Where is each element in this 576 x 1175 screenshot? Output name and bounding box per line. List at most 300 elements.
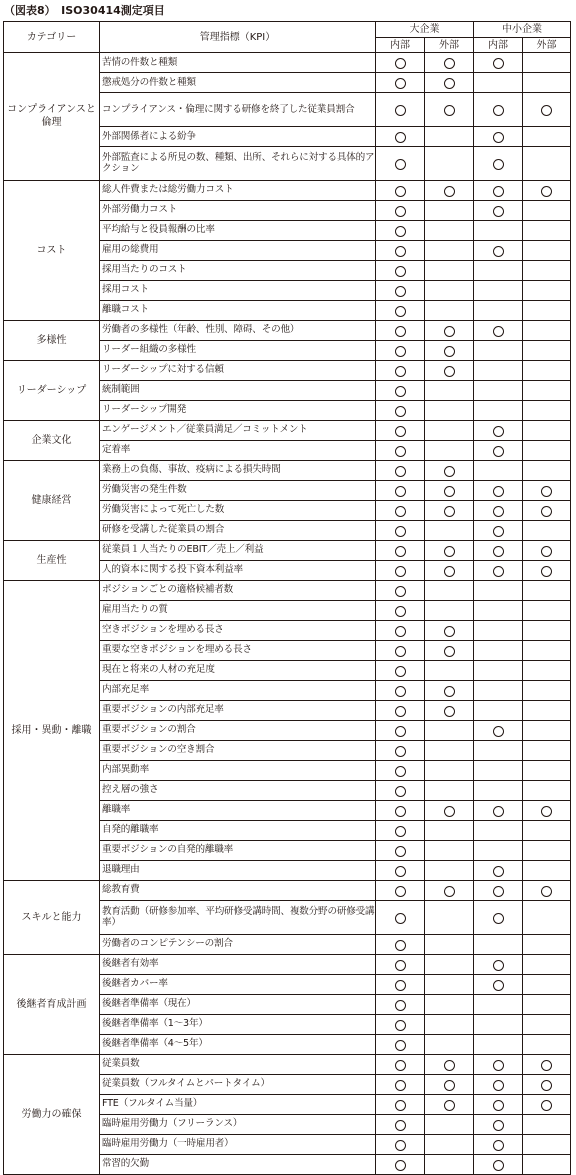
mark-cell-sme-internal bbox=[474, 860, 523, 880]
mark-cell-large-internal bbox=[376, 146, 425, 180]
kpi-cell: 臨時雇用労働力（一時雇用者） bbox=[100, 1134, 376, 1154]
circle-mark-icon bbox=[395, 846, 406, 857]
mark-cell-sme-external bbox=[523, 660, 571, 680]
mark-cell-large-internal bbox=[376, 740, 425, 760]
mark-cell-sme-internal bbox=[474, 1014, 523, 1034]
kpi-cell: 従業員１人当たりのEBIT／売上／利益 bbox=[100, 540, 376, 560]
kpi-cell: 外部関係者による紛争 bbox=[100, 126, 376, 146]
mark-cell-sme-external bbox=[523, 380, 571, 400]
circle-mark-icon bbox=[444, 886, 455, 897]
table-row bbox=[4, 954, 571, 974]
mark-cell-large-external bbox=[425, 420, 474, 440]
mark-cell-large-external bbox=[425, 360, 474, 380]
mark-cell-large-internal bbox=[376, 420, 425, 440]
mark-cell-large-internal bbox=[376, 1034, 425, 1054]
mark-cell-large-internal bbox=[376, 880, 425, 900]
table-row bbox=[4, 180, 571, 200]
mark-cell-large-external bbox=[425, 1034, 474, 1054]
mark-cell-sme-external bbox=[523, 974, 571, 994]
mark-cell-large-external bbox=[425, 780, 474, 800]
circle-mark-icon bbox=[493, 960, 504, 971]
circle-mark-icon bbox=[395, 132, 406, 143]
mark-cell-sme-internal bbox=[474, 974, 523, 994]
kpi-cell: 空きポジションを埋める長さ bbox=[100, 620, 376, 640]
circle-mark-icon bbox=[444, 486, 455, 497]
mark-cell-sme-external bbox=[523, 620, 571, 640]
circle-mark-icon bbox=[395, 1020, 406, 1031]
circle-mark-icon bbox=[395, 1100, 406, 1111]
mark-cell-large-internal bbox=[376, 520, 425, 540]
mark-cell-large-internal bbox=[376, 53, 425, 73]
mark-cell-sme-internal bbox=[474, 73, 523, 93]
circle-mark-icon bbox=[493, 426, 504, 437]
kpi-cell: 離職コスト bbox=[100, 300, 376, 320]
mark-cell-large-internal bbox=[376, 540, 425, 560]
circle-mark-icon bbox=[395, 626, 406, 637]
circle-mark-icon bbox=[493, 726, 504, 737]
mark-cell-sme-internal bbox=[474, 260, 523, 280]
circle-mark-icon bbox=[493, 1060, 504, 1071]
kpi-cell: 重要ポジションの割合 bbox=[100, 720, 376, 740]
circle-mark-icon bbox=[395, 1060, 406, 1071]
table-row bbox=[4, 880, 571, 900]
kpi-cell: 雇用当たりの質 bbox=[100, 600, 376, 620]
circle-mark-icon bbox=[395, 706, 406, 717]
circle-mark-icon bbox=[444, 326, 455, 337]
mark-cell-large-internal bbox=[376, 380, 425, 400]
category-cell: 健康経営 bbox=[4, 460, 100, 540]
mark-cell-sme-internal bbox=[474, 360, 523, 380]
kpi-cell: 人的資本に関する投下資本利益率 bbox=[100, 560, 376, 580]
circle-mark-icon bbox=[444, 1100, 455, 1111]
category-cell: スキルと能力 bbox=[4, 880, 100, 954]
circle-mark-icon bbox=[493, 506, 504, 517]
circle-mark-icon bbox=[395, 406, 406, 417]
mark-cell-large-internal bbox=[376, 73, 425, 93]
circle-mark-icon bbox=[395, 58, 406, 69]
mark-cell-large-external bbox=[425, 1154, 474, 1174]
kpi-cell: FTE（フルタイム当量） bbox=[100, 1094, 376, 1114]
circle-mark-icon bbox=[395, 466, 406, 477]
mark-cell-large-external bbox=[425, 200, 474, 220]
mark-cell-sme-internal bbox=[474, 934, 523, 954]
mark-cell-sme-external bbox=[523, 600, 571, 620]
mark-cell-sme-internal bbox=[474, 600, 523, 620]
mark-cell-large-internal bbox=[376, 400, 425, 420]
mark-cell-sme-external bbox=[523, 360, 571, 380]
circle-mark-icon bbox=[541, 806, 552, 817]
mark-cell-sme-internal bbox=[474, 380, 523, 400]
mark-cell-large-external bbox=[425, 860, 474, 880]
mark-cell-large-internal bbox=[376, 840, 425, 860]
circle-mark-icon bbox=[395, 78, 406, 89]
circle-mark-icon bbox=[541, 1060, 552, 1071]
kpi-cell: ポジションごとの適格候補者数 bbox=[100, 580, 376, 600]
kpi-cell: リーダー組織の多様性 bbox=[100, 340, 376, 360]
mark-cell-large-internal bbox=[376, 1014, 425, 1034]
mark-cell-large-external bbox=[425, 720, 474, 740]
kpi-cell: コンプライアンス・倫理に関する研修を終了した従業員割合 bbox=[100, 93, 376, 127]
circle-mark-icon bbox=[493, 866, 504, 877]
header-large-enterprise: 大企業 bbox=[376, 22, 474, 38]
mark-cell-sme-internal bbox=[474, 126, 523, 146]
mark-cell-large-external bbox=[425, 1114, 474, 1134]
mark-cell-large-internal bbox=[376, 780, 425, 800]
mark-cell-large-internal bbox=[376, 800, 425, 820]
kpi-cell: 統制範囲 bbox=[100, 380, 376, 400]
circle-mark-icon bbox=[541, 486, 552, 497]
header-row-1 bbox=[4, 22, 571, 38]
mark-cell-large-external bbox=[425, 300, 474, 320]
circle-mark-icon bbox=[395, 326, 406, 337]
header-kpi: 管理指標（KPI） bbox=[100, 22, 376, 53]
kpi-cell: 苦情の件数と種類 bbox=[100, 53, 376, 73]
category-cell: 後継者育成計画 bbox=[4, 954, 100, 1054]
kpi-cell: 従業員数（フルタイムとパートタイム） bbox=[100, 1074, 376, 1094]
mark-cell-large-internal bbox=[376, 126, 425, 146]
mark-cell-sme-internal bbox=[474, 93, 523, 127]
mark-cell-sme-internal bbox=[474, 880, 523, 900]
mark-cell-sme-external bbox=[523, 220, 571, 240]
header-sme-external: 外部 bbox=[523, 38, 571, 53]
kpi-cell: 平均給与と役員報酬の比率 bbox=[100, 220, 376, 240]
circle-mark-icon bbox=[444, 566, 455, 577]
mark-cell-sme-internal bbox=[474, 840, 523, 860]
mark-cell-large-internal bbox=[376, 660, 425, 680]
mark-cell-large-internal bbox=[376, 720, 425, 740]
mark-cell-sme-external bbox=[523, 994, 571, 1014]
circle-mark-icon bbox=[395, 1140, 406, 1151]
mark-cell-large-external bbox=[425, 280, 474, 300]
kpi-cell: 労働災害の発生件数 bbox=[100, 480, 376, 500]
kpi-cell: エンゲージメント／従業員満足／コミットメント bbox=[100, 420, 376, 440]
mark-cell-sme-external bbox=[523, 460, 571, 480]
circle-mark-icon bbox=[444, 646, 455, 657]
circle-mark-icon bbox=[541, 186, 552, 197]
mark-cell-sme-internal bbox=[474, 500, 523, 520]
circle-mark-icon bbox=[395, 826, 406, 837]
circle-mark-icon bbox=[395, 1080, 406, 1091]
kpi-cell: 控え層の強さ bbox=[100, 780, 376, 800]
circle-mark-icon bbox=[395, 206, 406, 217]
mark-cell-large-internal bbox=[376, 1154, 425, 1174]
mark-cell-sme-internal bbox=[474, 320, 523, 340]
category-cell: 採用・異動・離職 bbox=[4, 580, 100, 880]
mark-cell-sme-external bbox=[523, 280, 571, 300]
mark-cell-sme-external bbox=[523, 340, 571, 360]
kpi-cell: 従業員数 bbox=[100, 1054, 376, 1074]
mark-cell-sme-external bbox=[523, 1074, 571, 1094]
header-large-internal: 内部 bbox=[376, 38, 425, 53]
mark-cell-large-external bbox=[425, 974, 474, 994]
kpi-cell: 後継者準備率（4～5年） bbox=[100, 1034, 376, 1054]
mark-cell-large-external bbox=[425, 440, 474, 460]
mark-cell-large-external bbox=[425, 600, 474, 620]
circle-mark-icon bbox=[395, 446, 406, 457]
mark-cell-large-internal bbox=[376, 480, 425, 500]
mark-cell-sme-internal bbox=[474, 240, 523, 260]
mark-cell-sme-external bbox=[523, 1134, 571, 1154]
mark-cell-sme-internal bbox=[474, 1094, 523, 1114]
circle-mark-icon bbox=[395, 940, 406, 951]
mark-cell-sme-internal bbox=[474, 440, 523, 460]
circle-mark-icon bbox=[541, 566, 552, 577]
mark-cell-sme-internal bbox=[474, 560, 523, 580]
circle-mark-icon bbox=[444, 466, 455, 477]
circle-mark-icon bbox=[444, 58, 455, 69]
table-row bbox=[4, 420, 571, 440]
mark-cell-sme-external bbox=[523, 1034, 571, 1054]
mark-cell-large-internal bbox=[376, 1134, 425, 1154]
mark-cell-sme-internal bbox=[474, 540, 523, 560]
circle-mark-icon bbox=[395, 726, 406, 737]
circle-mark-icon bbox=[493, 159, 504, 170]
kpi-cell: 外部監査による所見の数、種類、出所、それらに対する具体的アクション bbox=[100, 146, 376, 180]
table-row bbox=[4, 580, 571, 600]
mark-cell-sme-internal bbox=[474, 420, 523, 440]
category-cell: リーダーシップ bbox=[4, 360, 100, 420]
mark-cell-large-external bbox=[425, 994, 474, 1014]
category-cell: 多様性 bbox=[4, 320, 100, 360]
mark-cell-large-internal bbox=[376, 700, 425, 720]
mark-cell-sme-external bbox=[523, 200, 571, 220]
category-cell: 企業文化 bbox=[4, 420, 100, 460]
mark-cell-large-internal bbox=[376, 240, 425, 260]
category-cell: コスト bbox=[4, 180, 100, 320]
mark-cell-large-external bbox=[425, 480, 474, 500]
mark-cell-sme-external bbox=[523, 400, 571, 420]
mark-cell-large-external bbox=[425, 954, 474, 974]
mark-cell-large-internal bbox=[376, 1054, 425, 1074]
mark-cell-large-external bbox=[425, 180, 474, 200]
mark-cell-large-internal bbox=[376, 934, 425, 954]
mark-cell-sme-internal bbox=[474, 340, 523, 360]
table-row bbox=[4, 460, 571, 480]
kpi-cell: 教育活動（研修参加率、平均研修受講時間、複数分野の研修受講率） bbox=[100, 900, 376, 934]
mark-cell-large-internal bbox=[376, 280, 425, 300]
mark-cell-large-internal bbox=[376, 200, 425, 220]
mark-cell-sme-external bbox=[523, 1154, 571, 1174]
mark-cell-sme-internal bbox=[474, 620, 523, 640]
header-sme: 中小企業 bbox=[474, 22, 571, 38]
circle-mark-icon bbox=[493, 206, 504, 217]
circle-mark-icon bbox=[444, 1060, 455, 1071]
kpi-cell: 後継者準備率（現在） bbox=[100, 994, 376, 1014]
kpi-cell: 重要ポジションの自発的離職率 bbox=[100, 840, 376, 860]
mark-cell-large-external bbox=[425, 400, 474, 420]
category-cell: 労働力の確保 bbox=[4, 1054, 100, 1174]
mark-cell-sme-external bbox=[523, 1054, 571, 1074]
mark-cell-sme-external bbox=[523, 680, 571, 700]
mark-cell-sme-external bbox=[523, 740, 571, 760]
category-cell: コンプライアンスと倫理 bbox=[4, 53, 100, 181]
header-category: カテゴリー bbox=[4, 22, 100, 53]
mark-cell-sme-internal bbox=[474, 740, 523, 760]
circle-mark-icon bbox=[493, 980, 504, 991]
circle-mark-icon bbox=[395, 766, 406, 777]
mark-cell-large-external bbox=[425, 1054, 474, 1074]
iso30414-table bbox=[3, 21, 571, 1175]
kpi-cell: 後継者有効率 bbox=[100, 954, 376, 974]
circle-mark-icon bbox=[493, 886, 504, 897]
mark-cell-sme-external bbox=[523, 480, 571, 500]
kpi-cell: 労働者の多様性（年齢、性別、障碍、その他） bbox=[100, 320, 376, 340]
mark-cell-large-external bbox=[425, 880, 474, 900]
mark-cell-sme-internal bbox=[474, 220, 523, 240]
mark-cell-sme-internal bbox=[474, 800, 523, 820]
mark-cell-sme-external bbox=[523, 580, 571, 600]
mark-cell-large-internal bbox=[376, 93, 425, 127]
circle-mark-icon bbox=[493, 105, 504, 116]
kpi-cell: 離職率 bbox=[100, 800, 376, 820]
kpi-cell: 重要ポジションの内部充足率 bbox=[100, 700, 376, 720]
mark-cell-sme-external bbox=[523, 240, 571, 260]
circle-mark-icon bbox=[493, 1140, 504, 1151]
figure-title: （図表8） ISO30414測定項目 bbox=[4, 4, 165, 17]
circle-mark-icon bbox=[395, 866, 406, 877]
circle-mark-icon bbox=[444, 506, 455, 517]
mark-cell-large-external bbox=[425, 540, 474, 560]
mark-cell-sme-external bbox=[523, 800, 571, 820]
circle-mark-icon bbox=[395, 246, 406, 257]
mark-cell-sme-internal bbox=[474, 660, 523, 680]
circle-mark-icon bbox=[493, 1080, 504, 1091]
kpi-cell: 臨時雇用労働力（フリーランス） bbox=[100, 1114, 376, 1134]
mark-cell-large-external bbox=[425, 680, 474, 700]
mark-cell-sme-internal bbox=[474, 520, 523, 540]
mark-cell-large-internal bbox=[376, 360, 425, 380]
circle-mark-icon bbox=[395, 806, 406, 817]
mark-cell-large-internal bbox=[376, 1094, 425, 1114]
circle-mark-icon bbox=[395, 586, 406, 597]
mark-cell-sme-internal bbox=[474, 640, 523, 660]
mark-cell-large-internal bbox=[376, 500, 425, 520]
table-row bbox=[4, 540, 571, 560]
circle-mark-icon bbox=[444, 186, 455, 197]
circle-mark-icon bbox=[395, 666, 406, 677]
mark-cell-sme-internal bbox=[474, 780, 523, 800]
mark-cell-sme-external bbox=[523, 440, 571, 460]
kpi-cell: 内部充足率 bbox=[100, 680, 376, 700]
mark-cell-large-external bbox=[425, 740, 474, 760]
mark-cell-large-internal bbox=[376, 440, 425, 460]
circle-mark-icon bbox=[541, 546, 552, 557]
mark-cell-sme-external bbox=[523, 126, 571, 146]
mark-cell-large-external bbox=[425, 380, 474, 400]
mark-cell-sme-external bbox=[523, 840, 571, 860]
circle-mark-icon bbox=[444, 706, 455, 717]
circle-mark-icon bbox=[395, 486, 406, 497]
kpi-cell: 労働災害によって死亡した数 bbox=[100, 500, 376, 520]
kpi-cell: 雇用の総費用 bbox=[100, 240, 376, 260]
mark-cell-large-external bbox=[425, 220, 474, 240]
circle-mark-icon bbox=[395, 546, 406, 557]
circle-mark-icon bbox=[444, 686, 455, 697]
circle-mark-icon bbox=[395, 746, 406, 757]
header-sme-internal: 内部 bbox=[474, 38, 523, 53]
mark-cell-sme-external bbox=[523, 1114, 571, 1134]
mark-cell-sme-external bbox=[523, 934, 571, 954]
mark-cell-large-internal bbox=[376, 680, 425, 700]
mark-cell-large-internal bbox=[376, 1114, 425, 1134]
mark-cell-sme-external bbox=[523, 260, 571, 280]
table-row bbox=[4, 53, 571, 73]
circle-mark-icon bbox=[444, 105, 455, 116]
circle-mark-icon bbox=[493, 806, 504, 817]
mark-cell-large-external bbox=[425, 840, 474, 860]
mark-cell-sme-external bbox=[523, 560, 571, 580]
header-large-external: 外部 bbox=[425, 38, 474, 53]
mark-cell-sme-external bbox=[523, 700, 571, 720]
circle-mark-icon bbox=[395, 686, 406, 697]
mark-cell-sme-internal bbox=[474, 680, 523, 700]
mark-cell-large-external bbox=[425, 146, 474, 180]
mark-cell-sme-external bbox=[523, 520, 571, 540]
mark-cell-large-internal bbox=[376, 320, 425, 340]
table-body bbox=[4, 53, 571, 1175]
mark-cell-sme-external bbox=[523, 300, 571, 320]
circle-mark-icon bbox=[395, 1040, 406, 1051]
table-row bbox=[4, 320, 571, 340]
mark-cell-sme-internal bbox=[474, 720, 523, 740]
mark-cell-sme-external bbox=[523, 320, 571, 340]
circle-mark-icon bbox=[493, 913, 504, 924]
circle-mark-icon bbox=[444, 1080, 455, 1091]
mark-cell-large-internal bbox=[376, 900, 425, 934]
mark-cell-large-internal bbox=[376, 300, 425, 320]
mark-cell-large-external bbox=[425, 580, 474, 600]
mark-cell-large-external bbox=[425, 73, 474, 93]
circle-mark-icon bbox=[493, 132, 504, 143]
mark-cell-sme-internal bbox=[474, 400, 523, 420]
mark-cell-large-external bbox=[425, 640, 474, 660]
circle-mark-icon bbox=[395, 960, 406, 971]
mark-cell-sme-internal bbox=[474, 280, 523, 300]
mark-cell-sme-external bbox=[523, 720, 571, 740]
mark-cell-sme-internal bbox=[474, 1114, 523, 1134]
mark-cell-large-internal bbox=[376, 640, 425, 660]
mark-cell-large-external bbox=[425, 660, 474, 680]
mark-cell-sme-external bbox=[523, 73, 571, 93]
mark-cell-large-external bbox=[425, 1074, 474, 1094]
circle-mark-icon bbox=[493, 1100, 504, 1111]
circle-mark-icon bbox=[444, 546, 455, 557]
mark-cell-sme-internal bbox=[474, 146, 523, 180]
mark-cell-large-external bbox=[425, 700, 474, 720]
mark-cell-large-internal bbox=[376, 460, 425, 480]
mark-cell-large-internal bbox=[376, 620, 425, 640]
circle-mark-icon bbox=[395, 306, 406, 317]
kpi-cell: 総教育費 bbox=[100, 880, 376, 900]
circle-mark-icon bbox=[395, 526, 406, 537]
circle-mark-icon bbox=[493, 1160, 504, 1171]
circle-mark-icon bbox=[493, 186, 504, 197]
mark-cell-large-external bbox=[425, 460, 474, 480]
circle-mark-icon bbox=[395, 566, 406, 577]
circle-mark-icon bbox=[395, 1120, 406, 1131]
mark-cell-sme-external bbox=[523, 93, 571, 127]
circle-mark-icon bbox=[395, 386, 406, 397]
mark-cell-large-internal bbox=[376, 760, 425, 780]
circle-mark-icon bbox=[395, 426, 406, 437]
mark-cell-large-external bbox=[425, 320, 474, 340]
circle-mark-icon bbox=[493, 246, 504, 257]
mark-cell-sme-external bbox=[523, 820, 571, 840]
mark-cell-sme-external bbox=[523, 500, 571, 520]
kpi-cell: 後継者準備率（1～3年） bbox=[100, 1014, 376, 1034]
mark-cell-large-internal bbox=[376, 560, 425, 580]
kpi-cell: 自発的離職率 bbox=[100, 820, 376, 840]
